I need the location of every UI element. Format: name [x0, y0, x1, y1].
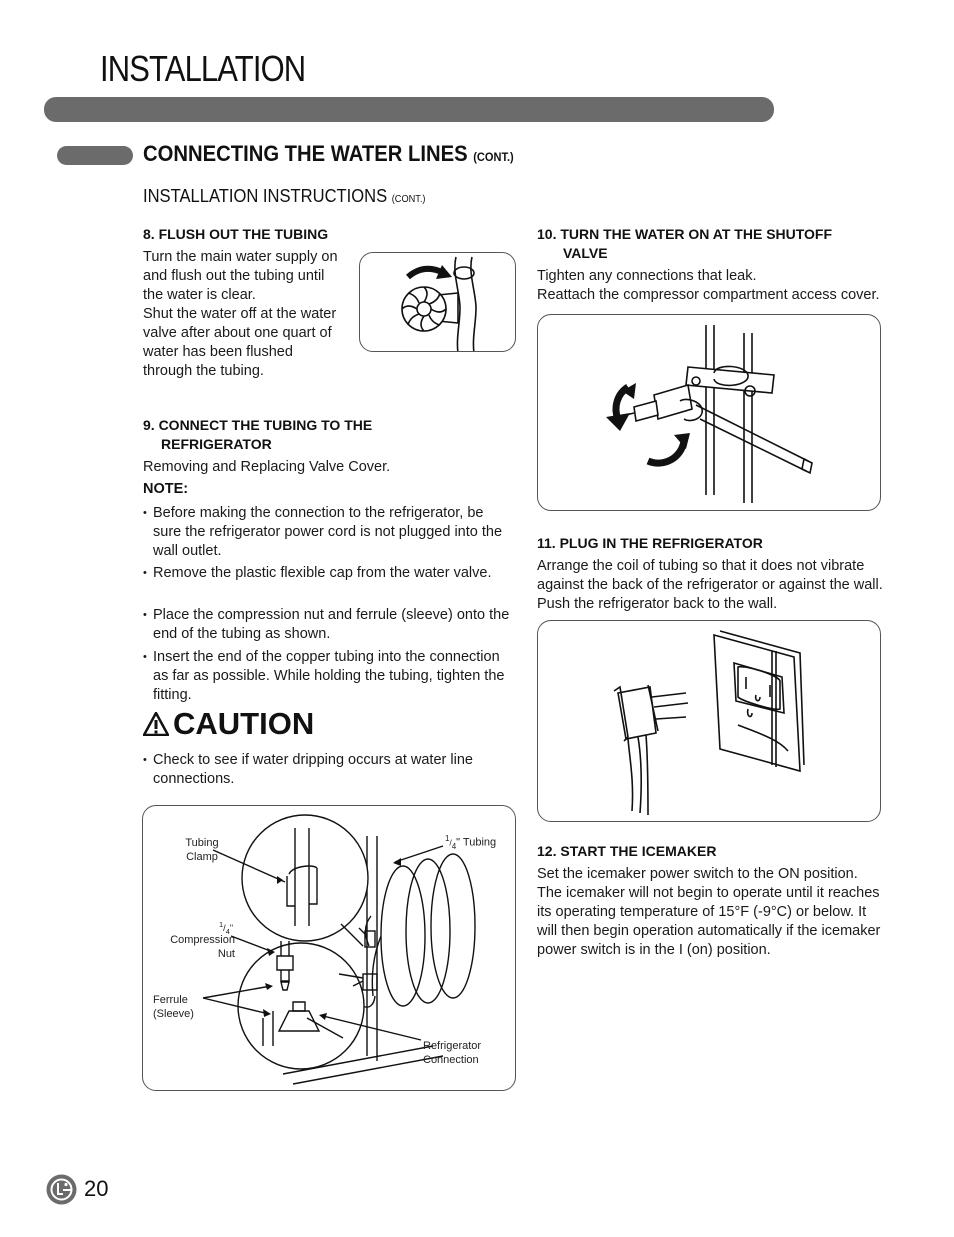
note-label: NOTE:	[143, 481, 189, 497]
step10-line: Tighten any connections that leak.	[537, 268, 757, 284]
section-title-text: CONNECTING THE WATER LINES	[143, 141, 468, 166]
step12-line: The icemaker will not begin to operate until it reaches	[537, 885, 880, 901]
plug-outlet-illustration	[537, 620, 881, 822]
step11-body	[537, 557, 883, 614]
nut-inch: "	[229, 923, 234, 933]
step8-line: valve after about one quart of	[143, 325, 332, 341]
step11-line: Push the refrigerator back to the wall.	[537, 596, 778, 612]
section-title-cont: (CONT.)	[473, 150, 514, 164]
nut-size-num: 1	[219, 920, 224, 929]
step12-line: power switch is in the I (on) position.	[537, 942, 771, 958]
step12-line: Set the icemaker power switch to the ON position.	[537, 866, 858, 882]
label-refrigerator-connection: Refrigerator Connection	[423, 1040, 482, 1066]
step8-heading: 8. FLUSH OUT THE TUBING	[143, 226, 329, 242]
title-bar	[44, 97, 774, 122]
caution-label: CAUTION	[173, 706, 315, 741]
note-bullet: • Before making the connection to the refrigerator, be sure the refrigerator power cord is not plugged into the wall outlet.	[143, 504, 515, 561]
step8-line: and flush out the tubing until	[143, 268, 325, 284]
plug-outlet-icon	[538, 621, 881, 822]
note-bullet: • Remove the plastic flexible cap from the water valve.	[143, 564, 515, 583]
page-number: 20	[84, 1176, 109, 1201]
label-compression-nut: Compression Nut	[170, 934, 235, 960]
tubing-text: " Tubing	[456, 836, 497, 849]
step8-line: through the tubing.	[143, 363, 264, 379]
tubing-connection-diagram	[142, 805, 516, 1091]
valve-knob-icon	[360, 253, 516, 352]
label-tubing: $^1/_4$" Tubing	[445, 834, 497, 851]
shutoff-valve-icon	[538, 315, 881, 511]
section-pill	[57, 146, 133, 165]
step10-heading-line2: VALVE	[563, 245, 608, 261]
step8-line: the water is clear.	[143, 287, 256, 303]
step8-line: Turn the main water supply on	[143, 249, 338, 265]
step10-body	[537, 267, 880, 305]
section-title	[143, 141, 514, 167]
subsection-title-cont: (CONT.)	[391, 194, 426, 205]
step10-heading	[537, 225, 832, 263]
valve-knob-illustration	[359, 252, 516, 352]
note-bullet: • Place the compression nut and ferrule (sleeve) onto the end of the tubing as shown.	[143, 606, 515, 644]
step8-line: water has been flushed	[143, 344, 293, 360]
step8-body	[143, 248, 358, 381]
step10-line: Reattach the compressor compartment access cover.	[537, 287, 880, 303]
step9-heading-line1: 9. CONNECT THE TUBING TO THE	[143, 417, 373, 433]
step8-line: Shut the water off at the water	[143, 306, 337, 322]
label-ferrule: Ferrule (Sleeve)	[153, 994, 194, 1020]
lg-logo-icon	[46, 1174, 77, 1205]
step11-line: against the back of the refrigerator or against the wall.	[537, 577, 883, 593]
tubing-size-den: 4	[451, 841, 457, 851]
note-bullet: • Insert the end of the copper tubing into the connection as far as possible. While holding the tubing, tighten the fitting.	[143, 648, 515, 705]
caution-bullet: • Check to see if water dripping occurs at water line connections.	[143, 751, 515, 789]
step10-heading-line1: 10. TURN THE WATER ON AT THE SHUTOFF	[537, 226, 833, 242]
step9-intro: Removing and Replacing Valve Cover.	[143, 459, 391, 475]
step12-body	[537, 865, 880, 960]
shutoff-valve-illustration	[537, 314, 881, 511]
step9-heading	[143, 416, 372, 454]
nut-size-den: 4	[225, 926, 230, 936]
step9-heading-line2: REFRIGERATOR	[161, 436, 272, 452]
step11-heading: 11. PLUG IN THE REFRIGERATOR	[537, 535, 763, 551]
step12-line: its operating temperature of 15°F (-9°C) or below. It	[537, 904, 867, 920]
warning-triangle-icon	[143, 712, 169, 736]
step12-heading: 12. START THE ICEMAKER	[537, 843, 717, 859]
label-tubing-clamp: Tubing Clamp	[185, 837, 219, 863]
step11-line: Arrange the coil of tubing so that it does not vibrate	[537, 558, 865, 574]
step12-line: will then begin operation automatically if the icemaker	[537, 923, 881, 939]
caution-heading	[143, 706, 314, 742]
page-title: INSTALLATION	[100, 48, 306, 89]
subsection-title	[143, 186, 425, 207]
label-nut-size: $^1/_4$"	[219, 920, 234, 936]
subsection-title-text: INSTALLATION INSTRUCTIONS	[143, 186, 388, 206]
tubing-size-num: 1	[445, 834, 450, 843]
